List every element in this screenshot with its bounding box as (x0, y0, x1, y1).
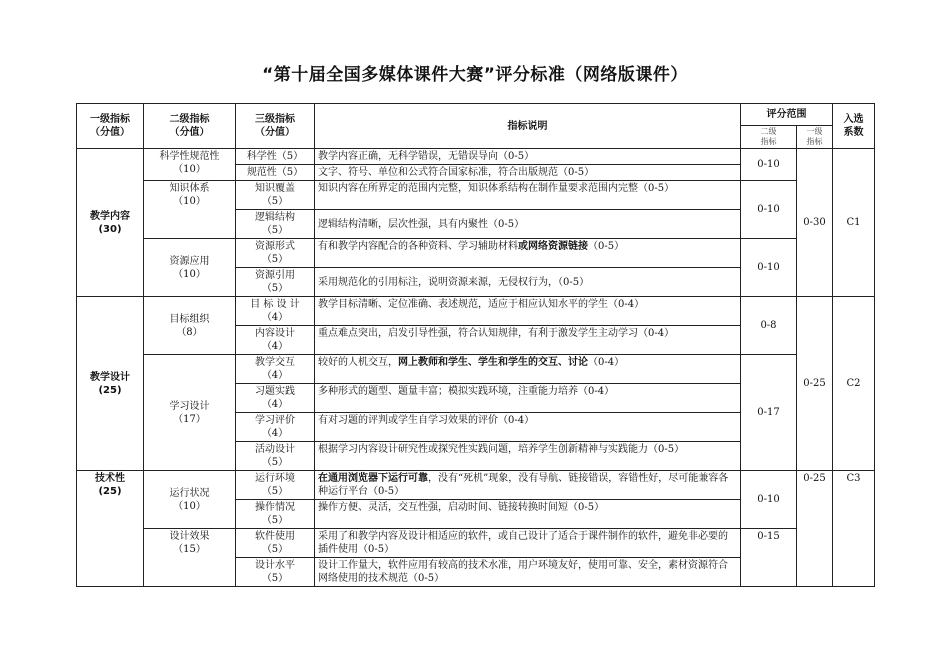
header-level3: 三级指标 （分值） (236, 104, 315, 149)
description-content-design: 重点难点突出，启发引导性强，符合认知规律，有利于激发学生主动学习（0-4） (315, 326, 741, 355)
level1-teaching-content: 教学内容 (30) (77, 149, 144, 297)
level3-learning-evaluation: 学习评价 （4） (236, 413, 315, 442)
range-level2-running-status: 0-10 (741, 471, 797, 529)
range-level2-learning-design: 0-17 (741, 355, 797, 471)
level3-knowledge-coverage: 知识覆盖 （5） (236, 181, 315, 210)
level2-design-effect: 设计效果 （15） (144, 529, 236, 587)
description-teaching-interaction: 较好的人机交互，网上教师和学生、学生和学生的交互、讨论（0-4） (315, 355, 741, 384)
header-selection-coefficient: 入选 系数 (833, 104, 875, 149)
level2-goal-organization: 目标组织 （8） (144, 297, 236, 355)
header-score-range: 评分范围 (741, 104, 833, 126)
coefficient-c1: C1 (833, 149, 875, 297)
level2-knowledge-system: 知识体系 （10） (144, 181, 236, 239)
level3-normative: 规范性（5） (236, 165, 315, 181)
level3-goal-design: 目 标 设 计 （4） (236, 297, 315, 326)
level3-operation: 操作情况 （5） (236, 500, 315, 529)
description-normative: 文字、符号、单位和公式符合国家标准，符合出版规范（0-5） (315, 165, 741, 181)
description-running-environment: 在通用浏览器下运行可靠，没有“死机”现象，没有导航、链接错误，容错性好，尽可能兼容各种运行平台（0-5） (315, 471, 741, 500)
description-knowledge-coverage: 知识内容在所界定的范围内完整，知识体系结构在制作量要求范围内完整（0-5） (315, 181, 741, 210)
level2-scientific-norms: 科学性规范性 （10） (144, 149, 236, 181)
description-learning-evaluation: 有对习题的评判或学生自学习效果的评价（0-4） (315, 413, 741, 442)
description-operation: 操作方便、灵活，交互性强，启动时间、链接转换时间短（0-5） (315, 500, 741, 529)
range-level2-knowledge-system: 0-10 (741, 181, 797, 239)
level3-exercise-practice: 习题实践 （4） (236, 384, 315, 413)
level1-technical: 技术性 (25) (77, 471, 144, 587)
coefficient-c2: C2 (833, 297, 875, 471)
level3-logic-structure: 逻辑结构 （5） (236, 210, 315, 239)
description-activity-design: 根据学习内容设计研究性或探究性实践问题，培养学生创新精神与实践能力（0-5） (315, 442, 741, 471)
description-goal-design: 教学目标清晰、定位准确、表述规范，适应于相应认知水平的学生（0-4） (315, 297, 741, 326)
level3-scientific: 科学性（5） (236, 149, 315, 165)
description-software-use: 采用了和教学内容及设计相适应的软件，或自己设计了适合于课件制作的软件，避免非必要的插件使用（0-5） (315, 529, 741, 558)
header-range-level2: 二级 指标 (741, 126, 797, 149)
level3-content-design: 内容设计 （4） (236, 326, 315, 355)
range-level2-goal-organization: 0-8 (741, 297, 797, 355)
level2-learning-design: 学习设计 （17） (144, 355, 236, 471)
level3-design-level: 设计水平 （5） (236, 558, 315, 587)
range-level2-scientific-norms: 0-10 (741, 149, 797, 181)
level3-software-use: 软件使用 （5） (236, 529, 315, 558)
header-level2: 二级指标 （分值） (144, 104, 236, 149)
header-range-level1: 一级 指标 (797, 126, 833, 149)
level2-running-status: 运行状况 （10） (144, 471, 236, 529)
header-description: 指标说明 (315, 104, 741, 149)
page-title: “第十届全国多媒体课件大赛”评分标准（网络版课件） (262, 65, 688, 85)
level3-teaching-interaction: 教学交互 （4） (236, 355, 315, 384)
level3-resource-form: 资源形式 （5） (236, 239, 315, 268)
header-level1: 一级指标 （分值） (77, 104, 144, 149)
description-scientific: 教学内容正确，无科学错误，无错误导向（0-5） (315, 149, 741, 165)
description-logic-structure: 逻辑结构清晰，层次性强，具有内聚性（0-5） (315, 210, 741, 239)
level3-activity-design: 活动设计 （5） (236, 442, 315, 471)
level2-resource-application: 资源应用 （10） (144, 239, 236, 297)
description-resource-citation: 采用规范化的引用标注，说明资源来源，无侵权行为，（0-5） (315, 268, 741, 297)
range-level1-technical: 0-25 (797, 471, 833, 587)
coefficient-c3: C3 (833, 471, 875, 587)
level3-resource-citation: 资源引用 （5） (236, 268, 315, 297)
range-level2-design-effect: 0-15 (741, 529, 797, 587)
range-level2-resource-application: 0-10 (741, 239, 797, 297)
description-resource-form: 有和教学内容配合的各种资料、学习辅助材料或网络资源链接（0-5） (315, 239, 741, 268)
description-exercise-practice: 多种形式的题型、题量丰富；模拟实践环境，注重能力培养（0-4） (315, 384, 741, 413)
range-level1-teaching-content: 0-30 (797, 149, 833, 297)
level1-teaching-design: 教学设计 (25) (77, 297, 144, 471)
scoring-table (76, 103, 875, 587)
level3-running-environment: 运行环境 （5） (236, 471, 315, 500)
description-design-level: 设计工作量大，软件应用有较高的技术水准，用户环境友好，使用可靠、安全，素材资源符合网络使用的技术规范（0-5） (315, 558, 741, 587)
range-level1-teaching-design: 0-25 (797, 297, 833, 471)
